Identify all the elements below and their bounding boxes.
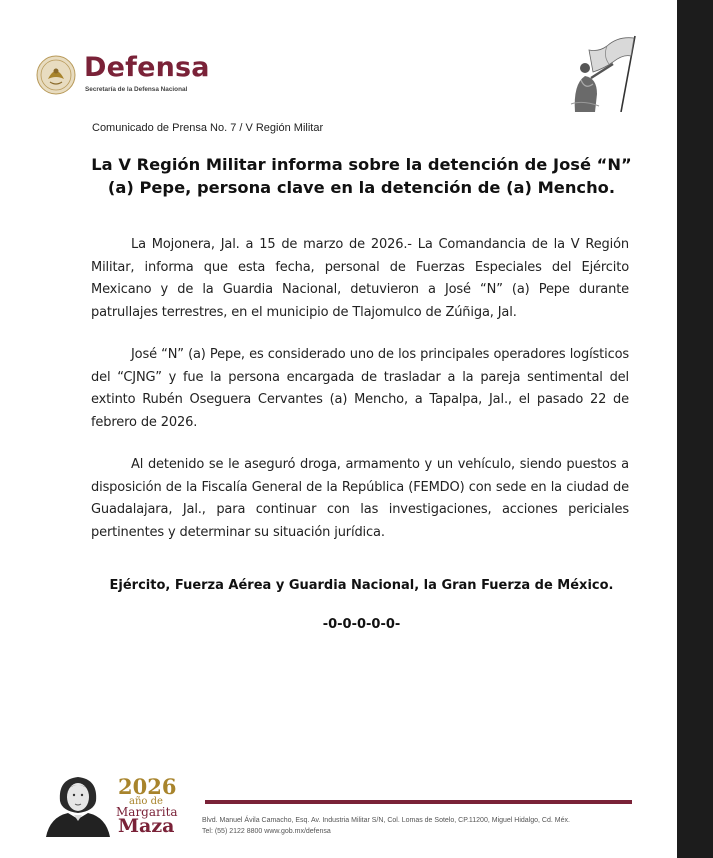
brand-subtitle: Secretaría de la Defensa Nacional: [85, 86, 188, 93]
footer-divider: [205, 800, 632, 804]
body-paragraph-2: José “N” (a) Pepe, es considerado uno de los principales operadores logísticos del “CJNG” y fue la persona encargada de trasladar a la pareja sentimental del extinto Rubén Oseguera Cervantes (a) Mencho, a Tapalpa, Jal., el pasado 22 de febrero de 2026.: [91, 347, 629, 431]
footer-address: [202, 815, 642, 837]
end-of-document-mark: -0-0-0-0-0-: [322, 617, 401, 632]
body-paragraph-3: Al detenido se le aseguró droga, armamento y un vehículo, siendo puestos a disposición de la Fiscalía General de la República (FEMDO) con sede en la ciudad de Guadalajara, Jal., para continuar con las investigaciones, acciones periciales pertinentes y determinar su situación jurídica.: [91, 457, 629, 541]
commemorative-year: 2026: [118, 774, 177, 799]
national-seal-icon: [36, 55, 76, 95]
title-line-1: La V Región Militar informa sobre la detención de José “N”: [91, 155, 632, 174]
title-line-2: (a) Pepe, persona clave en la detención de (a) Mencho.: [107, 178, 616, 197]
commemorative-year-subtitle: año de: [129, 796, 163, 807]
address-line-2: Tel: (55) 2122 8800 www.gob.mx/defensa: [202, 828, 331, 835]
address-line-1: Blvd. Manuel Ávila Camacho, Esq. Av. Industria Militar S/N, Col. Lomas de Sotelo, CP.11200, Miguel Hidalgo, Cd. Méx.: [202, 817, 570, 824]
body-paragraph-1: La Mojonera, Jal. a 15 de marzo de 2026.- La Comandancia de la V Región Militar, informa que esta fecha, personal de Fuerzas Especiales del Ejército Mexicano y de la Guardia Nacional, detuvieron a José “N” (a) Pepe durante patrullajes terrestres, en el municipio de Tlajomulco de Zúñiga, Jal.: [91, 237, 629, 321]
margarita-maza-portrait-icon: [44, 771, 116, 837]
press-release-reference: Comunicado de Prensa No. 7 / V Región Militar: [92, 122, 324, 134]
heroine-flag-emblem-icon: [563, 34, 641, 112]
institutional-motto: Ejército, Fuerza Aérea y Guardia Nacional, la Gran Fuerza de México.: [109, 578, 614, 593]
document-title: [70, 153, 653, 199]
brand-name: Defensa: [84, 52, 210, 83]
viewer-dark-margin: [677, 0, 713, 858]
commemorative-last-name: Maza: [118, 815, 175, 837]
defensa-logo: [34, 52, 209, 100]
commemorative-first-name: Margarita: [116, 805, 178, 819]
